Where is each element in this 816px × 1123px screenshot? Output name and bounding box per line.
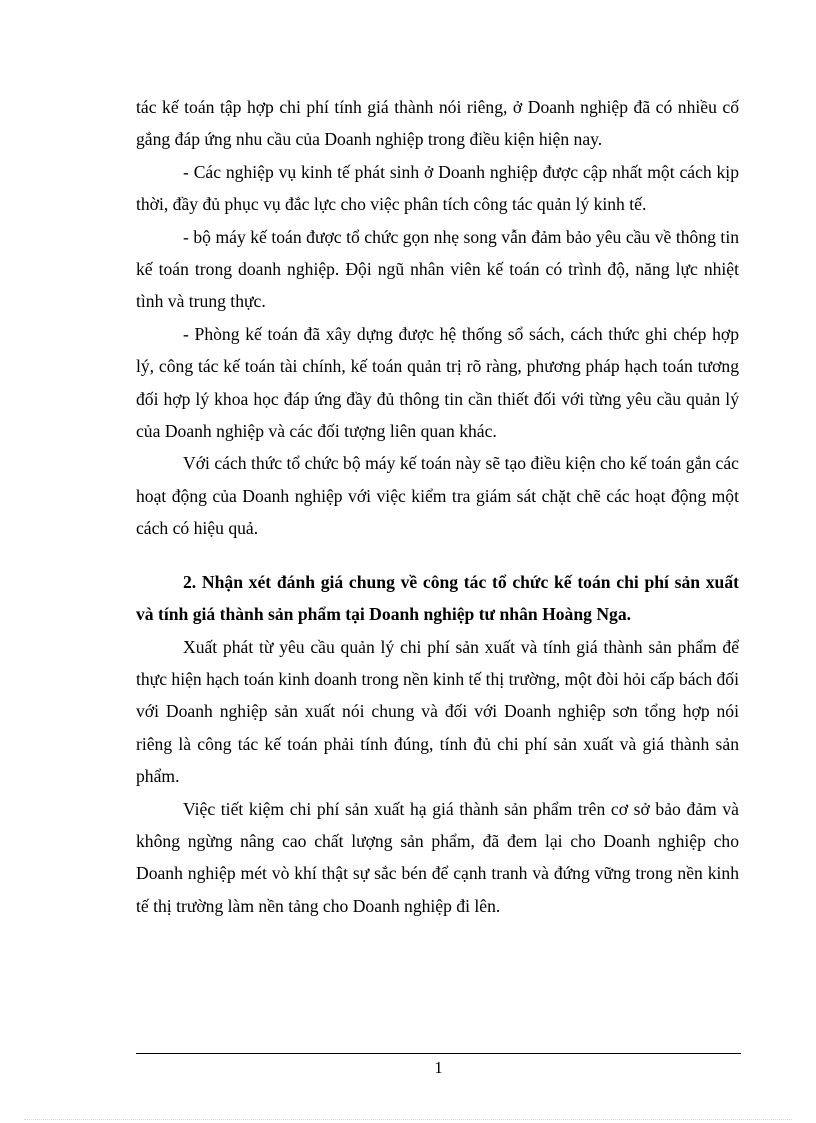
document-body	[136, 91, 739, 922]
paragraph-bullet-accounting-department: - Phòng kế toán đã xây dựng được hệ thống sổ sách, cách thức ghi chép hợp lý, công tác kế toán tài chính, kế toán quản trị rõ ràng, phương pháp hạch toán tương đối hợp lý khoa học đáp ứng đầy đủ thông tin cần thiết đối với từng yêu cầu quản lý của Doanh nghiệp và các đối tượng liên quan khác.	[136, 323, 739, 442]
paragraph-bullet-accounting-apparatus: - bộ máy kế toán được tổ chức gọn nhẹ song vẫn đảm bảo yêu cầu về thông tin kế toán trong doanh nghiệp. Đội ngũ nhân viên kế toán có trình độ, năng lực nhiệt tình và trung thực.	[136, 226, 739, 312]
paragraph-cost-requirements: Xuất phát từ yêu cầu quản lý chi phí sản xuất và tính giá thành sản phẩm để thực hiện hạch toán kinh doanh trong nền kinh tế thị trường, một đòi hỏi cấp bách đối với Doanh nghiệp sản xuất nói chung và đối với Doanh nghiệp sơn tổng hợp nói riêng là công tác kế toán phải tính đúng, tính đủ chi phí sản xuất và giá thành sản phẩm.	[136, 636, 739, 787]
page-bottom-border	[24, 1119, 792, 1120]
footer-divider	[136, 1053, 741, 1054]
paragraph-continuation: tác kế toán tập hợp chi phí tính giá thành nói riêng, ở Doanh nghiệp đã có nhiều cố gắng đáp ứng nhu cầu của Doanh nghiệp trong điều kiện hiện nay.	[136, 97, 739, 150]
section-heading: 2. Nhận xét đánh giá chung về công tác tổ chức kế toán chi phí sản xuất và tính giá thành sản phẩm tại Doanh nghiệp tư nhân Hoàng Nga.	[136, 571, 739, 625]
paragraph-organization-summary: Với cách thức tổ chức bộ máy kế toán này sẽ tạo điều kiện cho kế toán gắn các hoạt động của Doanh nghiệp với việc kiểm tra giám sát chặt chẽ các hoạt động một cách có hiệu quả.	[136, 453, 739, 539]
paragraph-bullet-economic-operations: - Các nghiệp vụ kinh tế phát sinh ở Doanh nghiệp được cập nhất một cách kịp thời, đầy đủ phục vụ đắc lực cho việc phân tích công tác quản lý kinh tế.	[136, 161, 739, 215]
page-number: 1	[434, 1058, 443, 1077]
paragraph-cost-saving: Việc tiết kiệm chi phí sản xuất hạ giá thành sản phẩm trên cơ sở bảo đảm và không ngừng nâng cao chất lượng sản phẩm, đã đem lại cho Doanh nghiệp cho Doanh nghiệp mét vò khí thật sự sắc bén để cạnh tranh và đứng vững trong nền kinh tế thị trường làm nền tảng cho Doanh nghiệp đi lên.	[136, 798, 739, 916]
